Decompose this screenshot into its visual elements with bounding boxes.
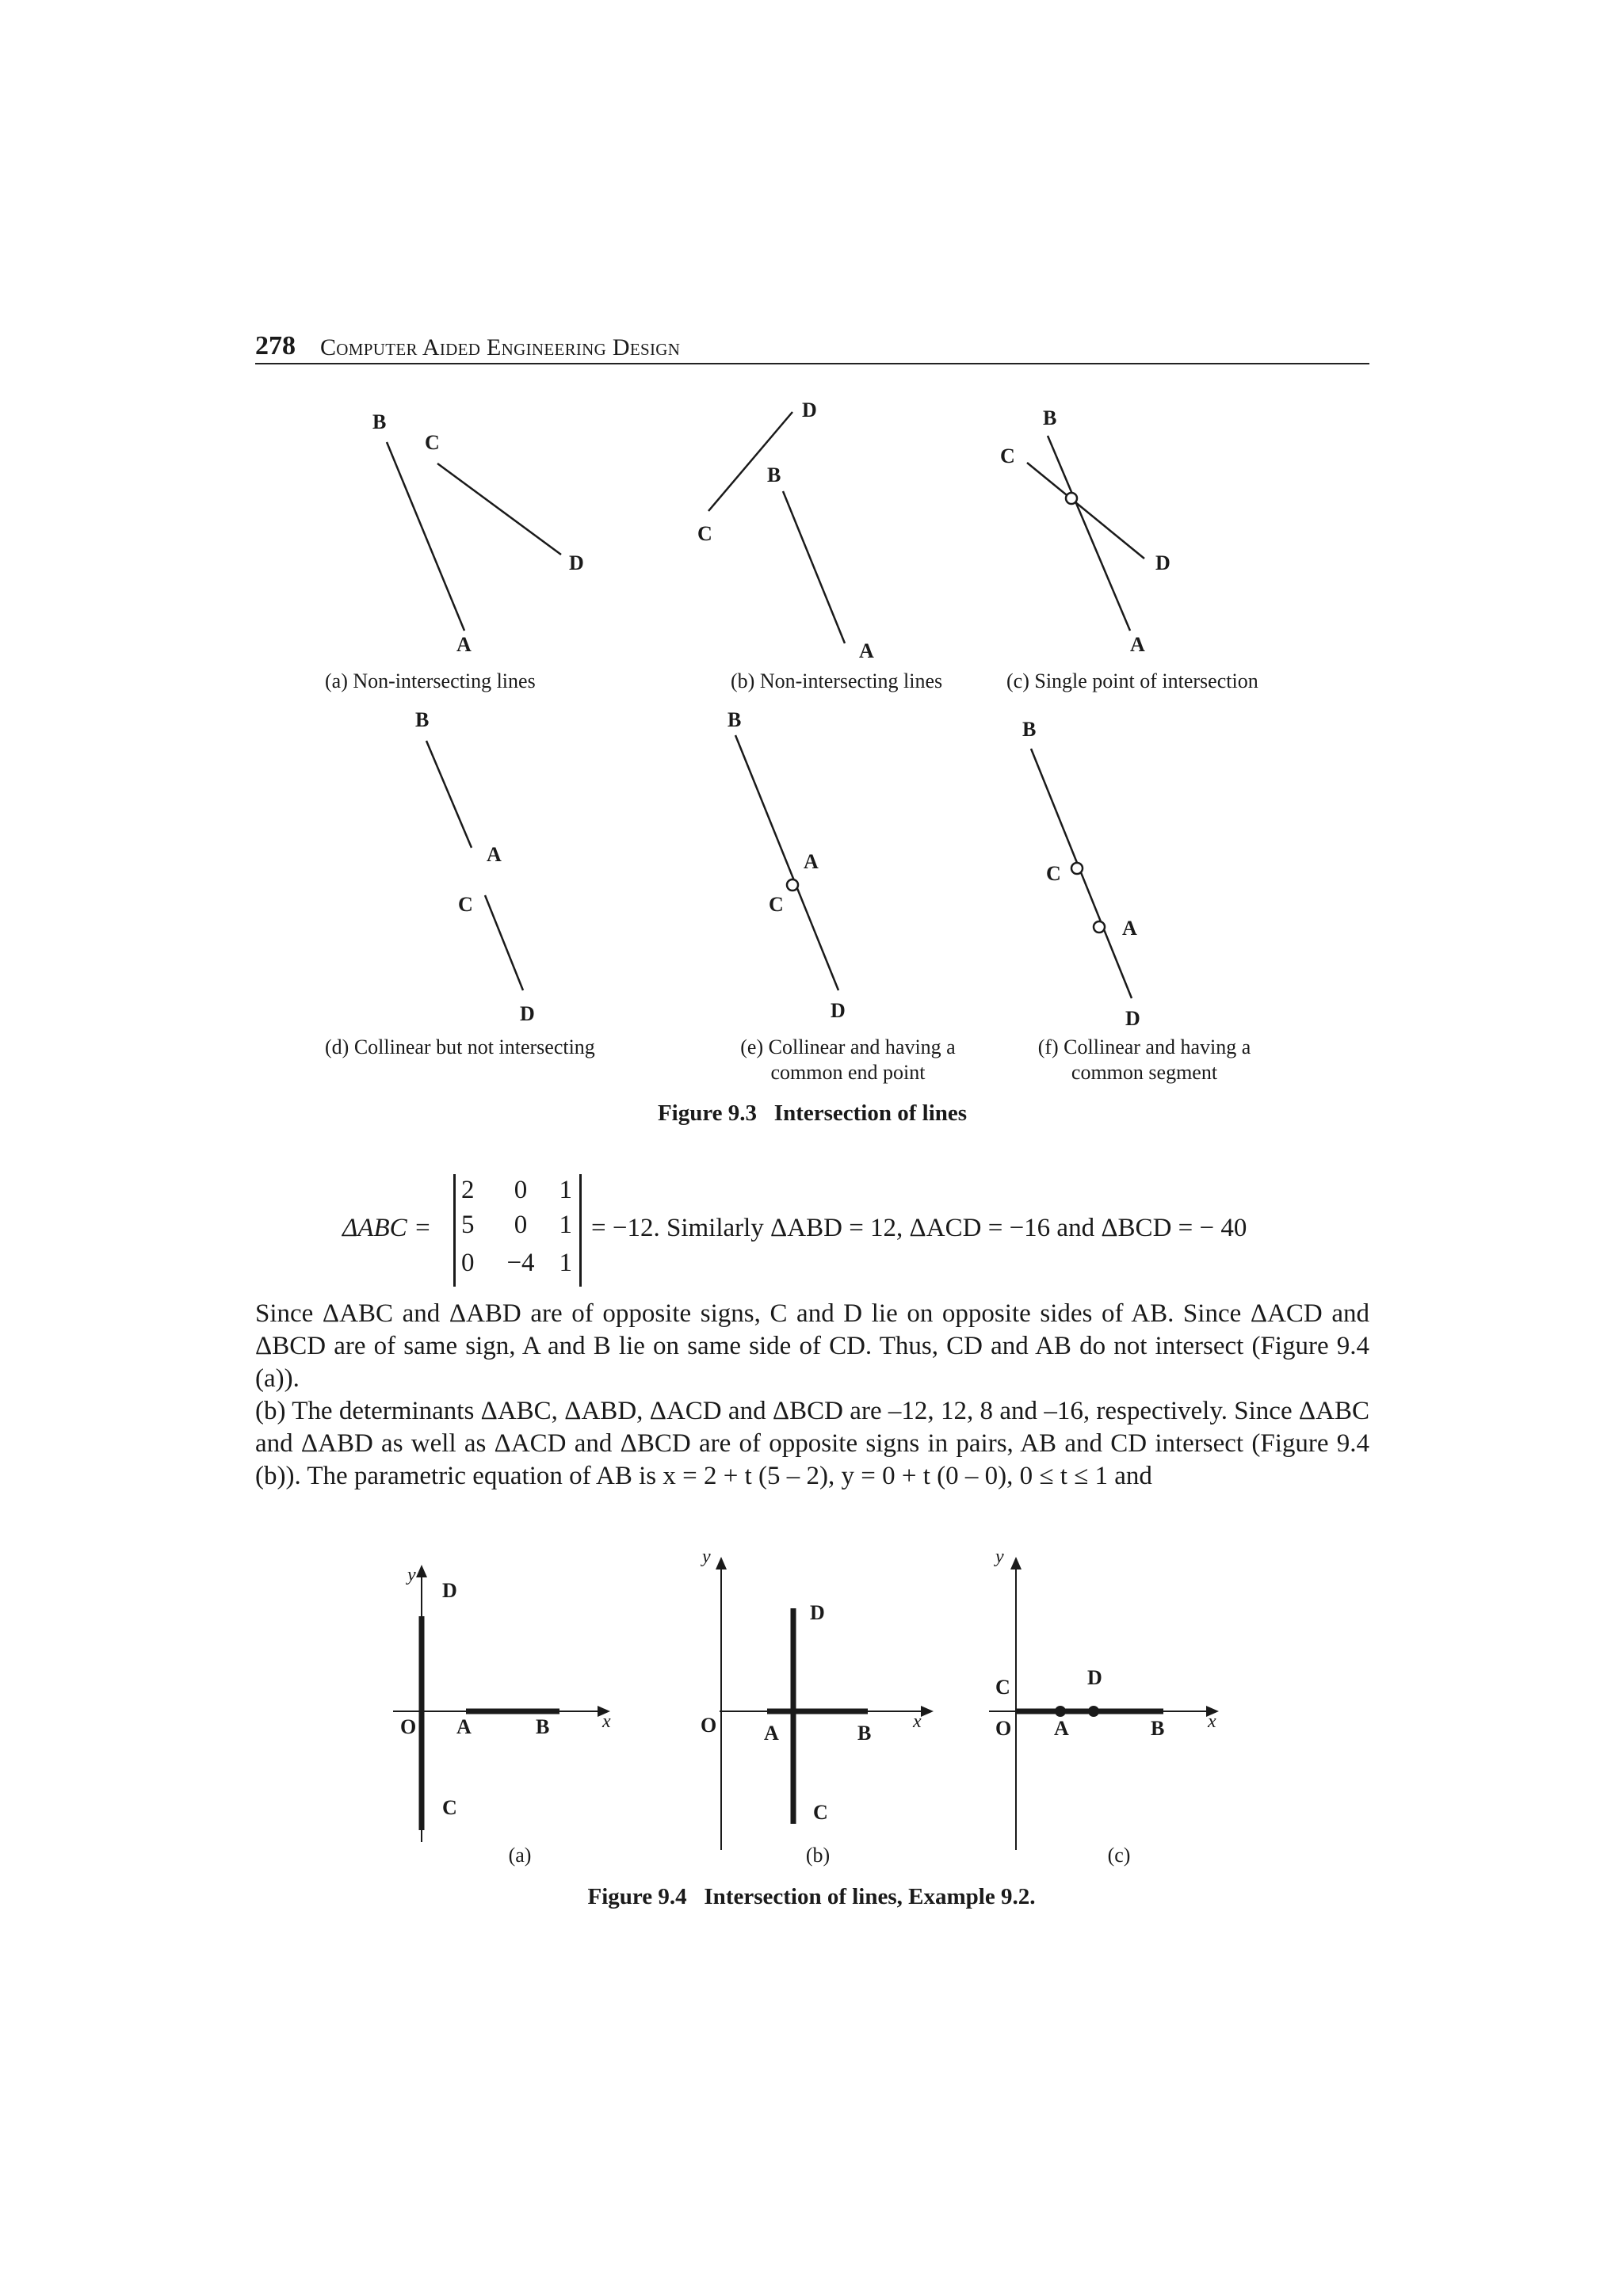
- equation-lhs: ΔABC =: [342, 1214, 432, 1242]
- fig4b-label-b: B: [857, 1722, 872, 1745]
- fig4b-x-label: x: [913, 1711, 922, 1732]
- fig3f-label-d: D: [1125, 1007, 1140, 1030]
- fig3b-label-c: C: [697, 522, 712, 545]
- fig3f-label-b: B: [1022, 718, 1037, 741]
- fig4a-label-d: D: [442, 1579, 457, 1602]
- fig4c-label-c: C: [995, 1676, 1010, 1699]
- fig3-caption-e-line2: common end point: [770, 1061, 926, 1084]
- matrix-cell: 0: [514, 1211, 528, 1239]
- determinant-matrix: [461, 1176, 572, 1283]
- fig3e-line: [735, 735, 838, 990]
- fig3-caption-f-line1: (f) Collinear and having a: [1037, 1035, 1251, 1058]
- fig4c-label-o: O: [995, 1717, 1012, 1740]
- matrix-cell: 1: [559, 1176, 572, 1204]
- fig4c-point-d: [1088, 1706, 1099, 1717]
- fig4c-y-arrow-icon: [1010, 1557, 1022, 1569]
- fig3-caption-c: (c) Single point of intersection: [1006, 669, 1258, 692]
- fig4a-label-c: C: [442, 1796, 457, 1819]
- fig3e-label-b: B: [727, 708, 742, 731]
- fig3b-label-d: D: [802, 399, 817, 421]
- fig3d-line-cd: [485, 895, 523, 990]
- fig4-caption-c: (c): [1107, 1844, 1131, 1867]
- matrix-cell: 5: [461, 1211, 475, 1239]
- fig4-caption-a: (a): [508, 1844, 532, 1867]
- fig4b-label-o: O: [701, 1714, 717, 1737]
- fig3f-label-a: A: [1122, 917, 1137, 940]
- fig4b-y-arrow-icon: [716, 1557, 727, 1569]
- fig4a-label-a: A: [456, 1715, 472, 1738]
- fig3c-label-b: B: [1043, 406, 1057, 429]
- fig4b-y-label: y: [702, 1547, 711, 1567]
- figure-9-3-lines: [387, 412, 1144, 998]
- fig3d-line-ab: [426, 741, 472, 848]
- fig3b-line-ab: [783, 491, 845, 643]
- fig3f-point-c: [1071, 863, 1083, 874]
- fig3-caption-b: (b) Non-intersecting lines: [731, 669, 943, 692]
- matrix-cell: 0: [461, 1249, 475, 1277]
- fig3f-label-c: C: [1046, 862, 1061, 885]
- body-text: [255, 1298, 1369, 1493]
- fig3a-label-c: C: [425, 431, 440, 454]
- fig4a-label-o: O: [400, 1715, 417, 1738]
- paragraph-1: Since ΔABC and ΔABD are of opposite signs, C and D lie on opposite sides of AB. Since ΔACD and ΔBCD are of same sign, A and B lie on same side of CD. Thus, CD and AB do not intersect (Figure 9.4 (a)).: [255, 1299, 1369, 1393]
- fig4c-x-label: x: [1208, 1711, 1216, 1732]
- fig3-caption-d: (d) Collinear but not intersecting: [325, 1035, 595, 1058]
- fig3e-label-d: D: [831, 999, 846, 1022]
- equation-rhs: = −12. Similarly ΔABD = 12, ΔACD = −16 and ΔBCD = − 40: [591, 1214, 1247, 1242]
- fig3b-line-cd: [708, 412, 792, 511]
- fig3c-intersection-point: [1066, 493, 1077, 504]
- fig4a-y-label: y: [407, 1565, 416, 1585]
- fig3d-label-b: B: [415, 708, 430, 731]
- fig4c-label-a: A: [1054, 1717, 1069, 1740]
- fig4c-point-c: [1055, 1706, 1066, 1717]
- determinant-right-bar: [579, 1174, 582, 1287]
- fig4c-y-label: y: [995, 1547, 1004, 1567]
- fig3c-line-ab: [1048, 436, 1130, 631]
- fig4-caption-b: (b): [805, 1844, 831, 1867]
- figure-9-3-caption: Figure 9.3 Intersection of lines: [657, 1100, 968, 1126]
- fig3c-label-a: A: [1130, 633, 1145, 656]
- fig4a-label-b: B: [536, 1715, 550, 1738]
- page-number: 278: [255, 331, 296, 360]
- fig4c-label-d: D: [1087, 1666, 1102, 1689]
- matrix-cell: 2: [461, 1176, 475, 1204]
- fig3e-label-a: A: [804, 850, 819, 873]
- fig3-caption-a: (a) Non-intersecting lines: [325, 669, 536, 692]
- figure-9-4: [393, 1547, 1219, 1909]
- fig3a-label-d: D: [569, 551, 584, 574]
- fig3d-label-c: C: [458, 893, 473, 916]
- fig4b-label-c: C: [813, 1801, 828, 1824]
- fig3e-common-point: [787, 879, 798, 891]
- fig4a-x-label: x: [602, 1711, 611, 1732]
- fig3c-line-cd: [1027, 463, 1144, 559]
- fig3a-line-ab: [387, 442, 464, 631]
- fig3c-label-d: D: [1155, 551, 1170, 574]
- fig3d-label-d: D: [520, 1002, 535, 1025]
- fig4a-y-arrow-icon: [416, 1565, 427, 1577]
- fig4c-label-b: B: [1151, 1717, 1165, 1740]
- matrix-row-3: [461, 1249, 572, 1283]
- figure-9-4-caption: Figure 9.4 Intersection of lines, Example 9.2.: [587, 1884, 1036, 1909]
- fig3a-label-a: A: [456, 633, 472, 656]
- matrix-cell: 0: [514, 1176, 528, 1204]
- fig4b-label-a: A: [764, 1722, 779, 1745]
- matrix-cell: −4: [506, 1249, 535, 1277]
- fig3c-label-c: C: [1000, 444, 1015, 467]
- fig3f-point-a: [1094, 921, 1105, 933]
- fig4b-x-arrow-icon: [921, 1706, 934, 1717]
- determinant-left-bar: [453, 1174, 456, 1287]
- fig3d-label-a: A: [487, 843, 502, 866]
- fig3-caption-f-line2: common segment: [1071, 1061, 1218, 1084]
- fig3b-label-a: A: [859, 639, 874, 662]
- running-title: Computer Aided Engineering Design: [320, 334, 681, 360]
- fig3a-label-b: B: [372, 410, 387, 433]
- matrix-row-1: [461, 1176, 572, 1211]
- matrix-cell: 1: [559, 1211, 572, 1239]
- fig4b-label-d: D: [810, 1601, 825, 1624]
- fig3b-label-b: B: [767, 463, 781, 486]
- paragraph-2: (b) The determinants ΔABC, ΔABD, ΔACD and ΔBCD are –12, 12, 8 and –16, respectively. Since ΔABC and ΔABD as well as ΔACD and ΔBCD are of opposite signs in pairs, AB and CD intersect (Figure 9.4 (b)). The parametric equation of AB is x = 2 + t (5 – 2), y = 0 + t (0 – 0), 0 ≤ t ≤ 1 and: [255, 1397, 1369, 1490]
- fig3-caption-e-line1: (e) Collinear and having a: [740, 1035, 956, 1058]
- fig3e-label-c: C: [769, 893, 784, 916]
- matrix-cell: 1: [559, 1249, 572, 1277]
- fig3a-line-cd: [437, 463, 561, 555]
- matrix-row-2: [461, 1211, 572, 1249]
